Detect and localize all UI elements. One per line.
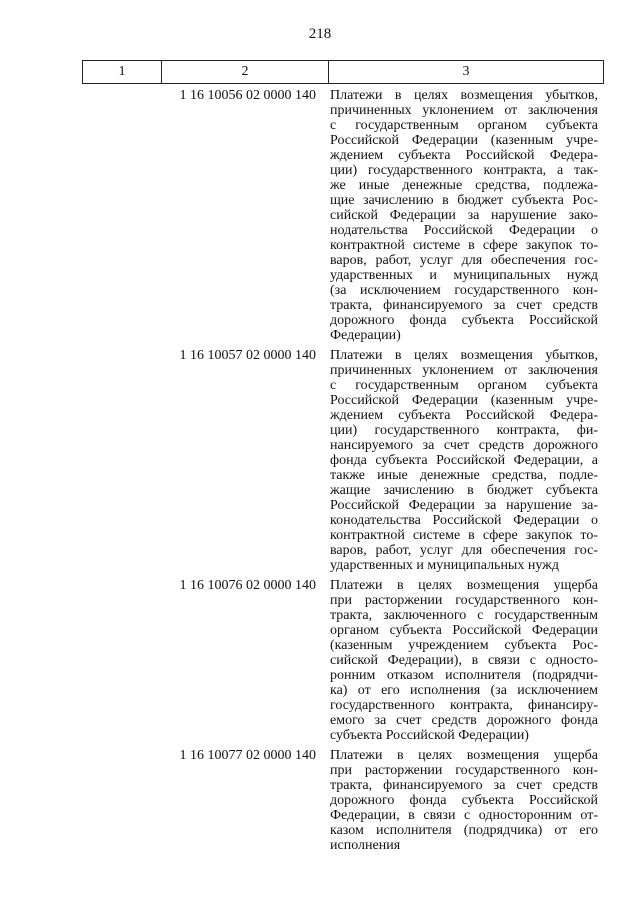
page-number: 218 (308, 26, 332, 42)
description-line: ции) государственного контракта, а так- (330, 163, 598, 178)
description-line: сийской Федерации), в связи с односто- (330, 653, 598, 668)
description-line: субъекта Российской Федерации) (330, 728, 529, 743)
description-line: при расторжении государственного кон- (330, 593, 598, 608)
column-header-1: 1 (83, 61, 162, 84)
description-line: тракта, заключенного с государственным (330, 608, 598, 623)
payment-description (326, 748, 600, 853)
description-line: фонда субъекта Российской Федерации, а (330, 453, 598, 468)
table-row (82, 88, 600, 343)
description-line: ции) государственного контракта, фи- (330, 423, 598, 438)
description-line: при расторжении государственного кон- (330, 763, 598, 778)
payment-description (326, 348, 600, 573)
payment-description (326, 88, 600, 343)
description-line: исполнения (330, 838, 401, 853)
description-line: тракта, финансируемого за счет средств (330, 298, 598, 313)
description-line: дорожного фонда субъекта Российской (330, 793, 598, 808)
description-line: тракта, финансируемого за счет средств (330, 778, 598, 793)
column-header-row (83, 61, 604, 84)
classification-code: 1 16 10077 02 0000 140 (179, 748, 316, 763)
description-line: Платежи в целях возмещения ущерба (330, 578, 598, 593)
description-line: нодательства Российской Федерации о (330, 223, 598, 238)
description-line: нансируемого за счет средств дорожного (330, 438, 598, 453)
description-line: сийской Федерации за нарушение зако- (330, 208, 598, 223)
description-line: причиненных уклонением от заключения (330, 103, 598, 118)
description-line: же иные денежные средства, подлежа- (330, 178, 598, 193)
description-line: (за исключением государственного кон- (330, 283, 598, 298)
description-line: щие зачислению в бюджет субъекта Рос- (330, 193, 598, 208)
description-line: контрактной системе в сфере закупок то- (330, 528, 598, 543)
description-line: ка) от его исполнения (за исключением (330, 683, 598, 698)
classification-code: 1 16 10057 02 0000 140 (179, 348, 316, 363)
description-line: контрактной системе в сфере закупок то- (330, 238, 598, 253)
description-line: Российской Федерации (казенным учре- (330, 393, 598, 408)
description-line: варов, работ, услуг для обеспечения гос- (330, 253, 598, 268)
classification-code: 1 16 10076 02 0000 140 (179, 578, 316, 593)
description-line: Российской Федерации (казенным учре- (330, 133, 598, 148)
description-line: Платежи в целях возмещения убытков, (330, 348, 598, 363)
column-header-2: 2 (162, 61, 329, 84)
table-row (82, 578, 600, 743)
description-line: органом субъекта Российской Федерации (330, 623, 598, 638)
table-row (82, 348, 600, 573)
description-line: жащие зачислению в бюджет субъекта (330, 483, 598, 498)
column-header-3: 3 (329, 61, 604, 84)
description-line: государственного контракта, финансиру- (330, 698, 598, 713)
description-line: казом исполнителя (подрядчика) от его (330, 823, 598, 838)
description-line: ударственных и муниципальных нужд (330, 268, 598, 283)
description-line: ронним отказом исполнителя (подрядчи- (330, 668, 598, 683)
description-line: с государственным органом субъекта (330, 118, 598, 133)
description-line: ударственных и муниципальных нужд (330, 558, 559, 573)
description-line: варов, работ, услуг для обеспечения гос- (330, 543, 598, 558)
description-line: Федерации, в связи с односторонним от- (330, 808, 598, 823)
description-line: Платежи в целях возмещения ущерба (330, 748, 598, 763)
description-line: ждением субъекта Российской Федера- (330, 148, 598, 163)
payment-description (326, 578, 600, 743)
description-line: с государственным органом субъекта (330, 378, 598, 393)
description-line: Федерации) (330, 328, 401, 343)
table-row (82, 748, 600, 853)
description-line: Российской Федерации за нарушение за- (330, 498, 598, 513)
table-body (82, 88, 600, 858)
description-line: ждением субъекта Российской Федера- (330, 408, 598, 423)
description-line: емого за счет средств дорожного фонда (330, 713, 598, 728)
description-line: (казенным учреждением субъекта Рос- (330, 638, 598, 653)
description-line: также иные денежные средства, подле- (330, 468, 598, 483)
description-line: Платежи в целях возмещения убытков, (330, 88, 598, 103)
classification-code: 1 16 10056 02 0000 140 (179, 88, 316, 103)
description-line: конодательства Российской Федерации о (330, 513, 598, 528)
description-line: причиненных уклонением от заключения (330, 363, 598, 378)
description-line: дорожного фонда субъекта Российской (330, 313, 598, 328)
column-header-table (82, 60, 604, 84)
